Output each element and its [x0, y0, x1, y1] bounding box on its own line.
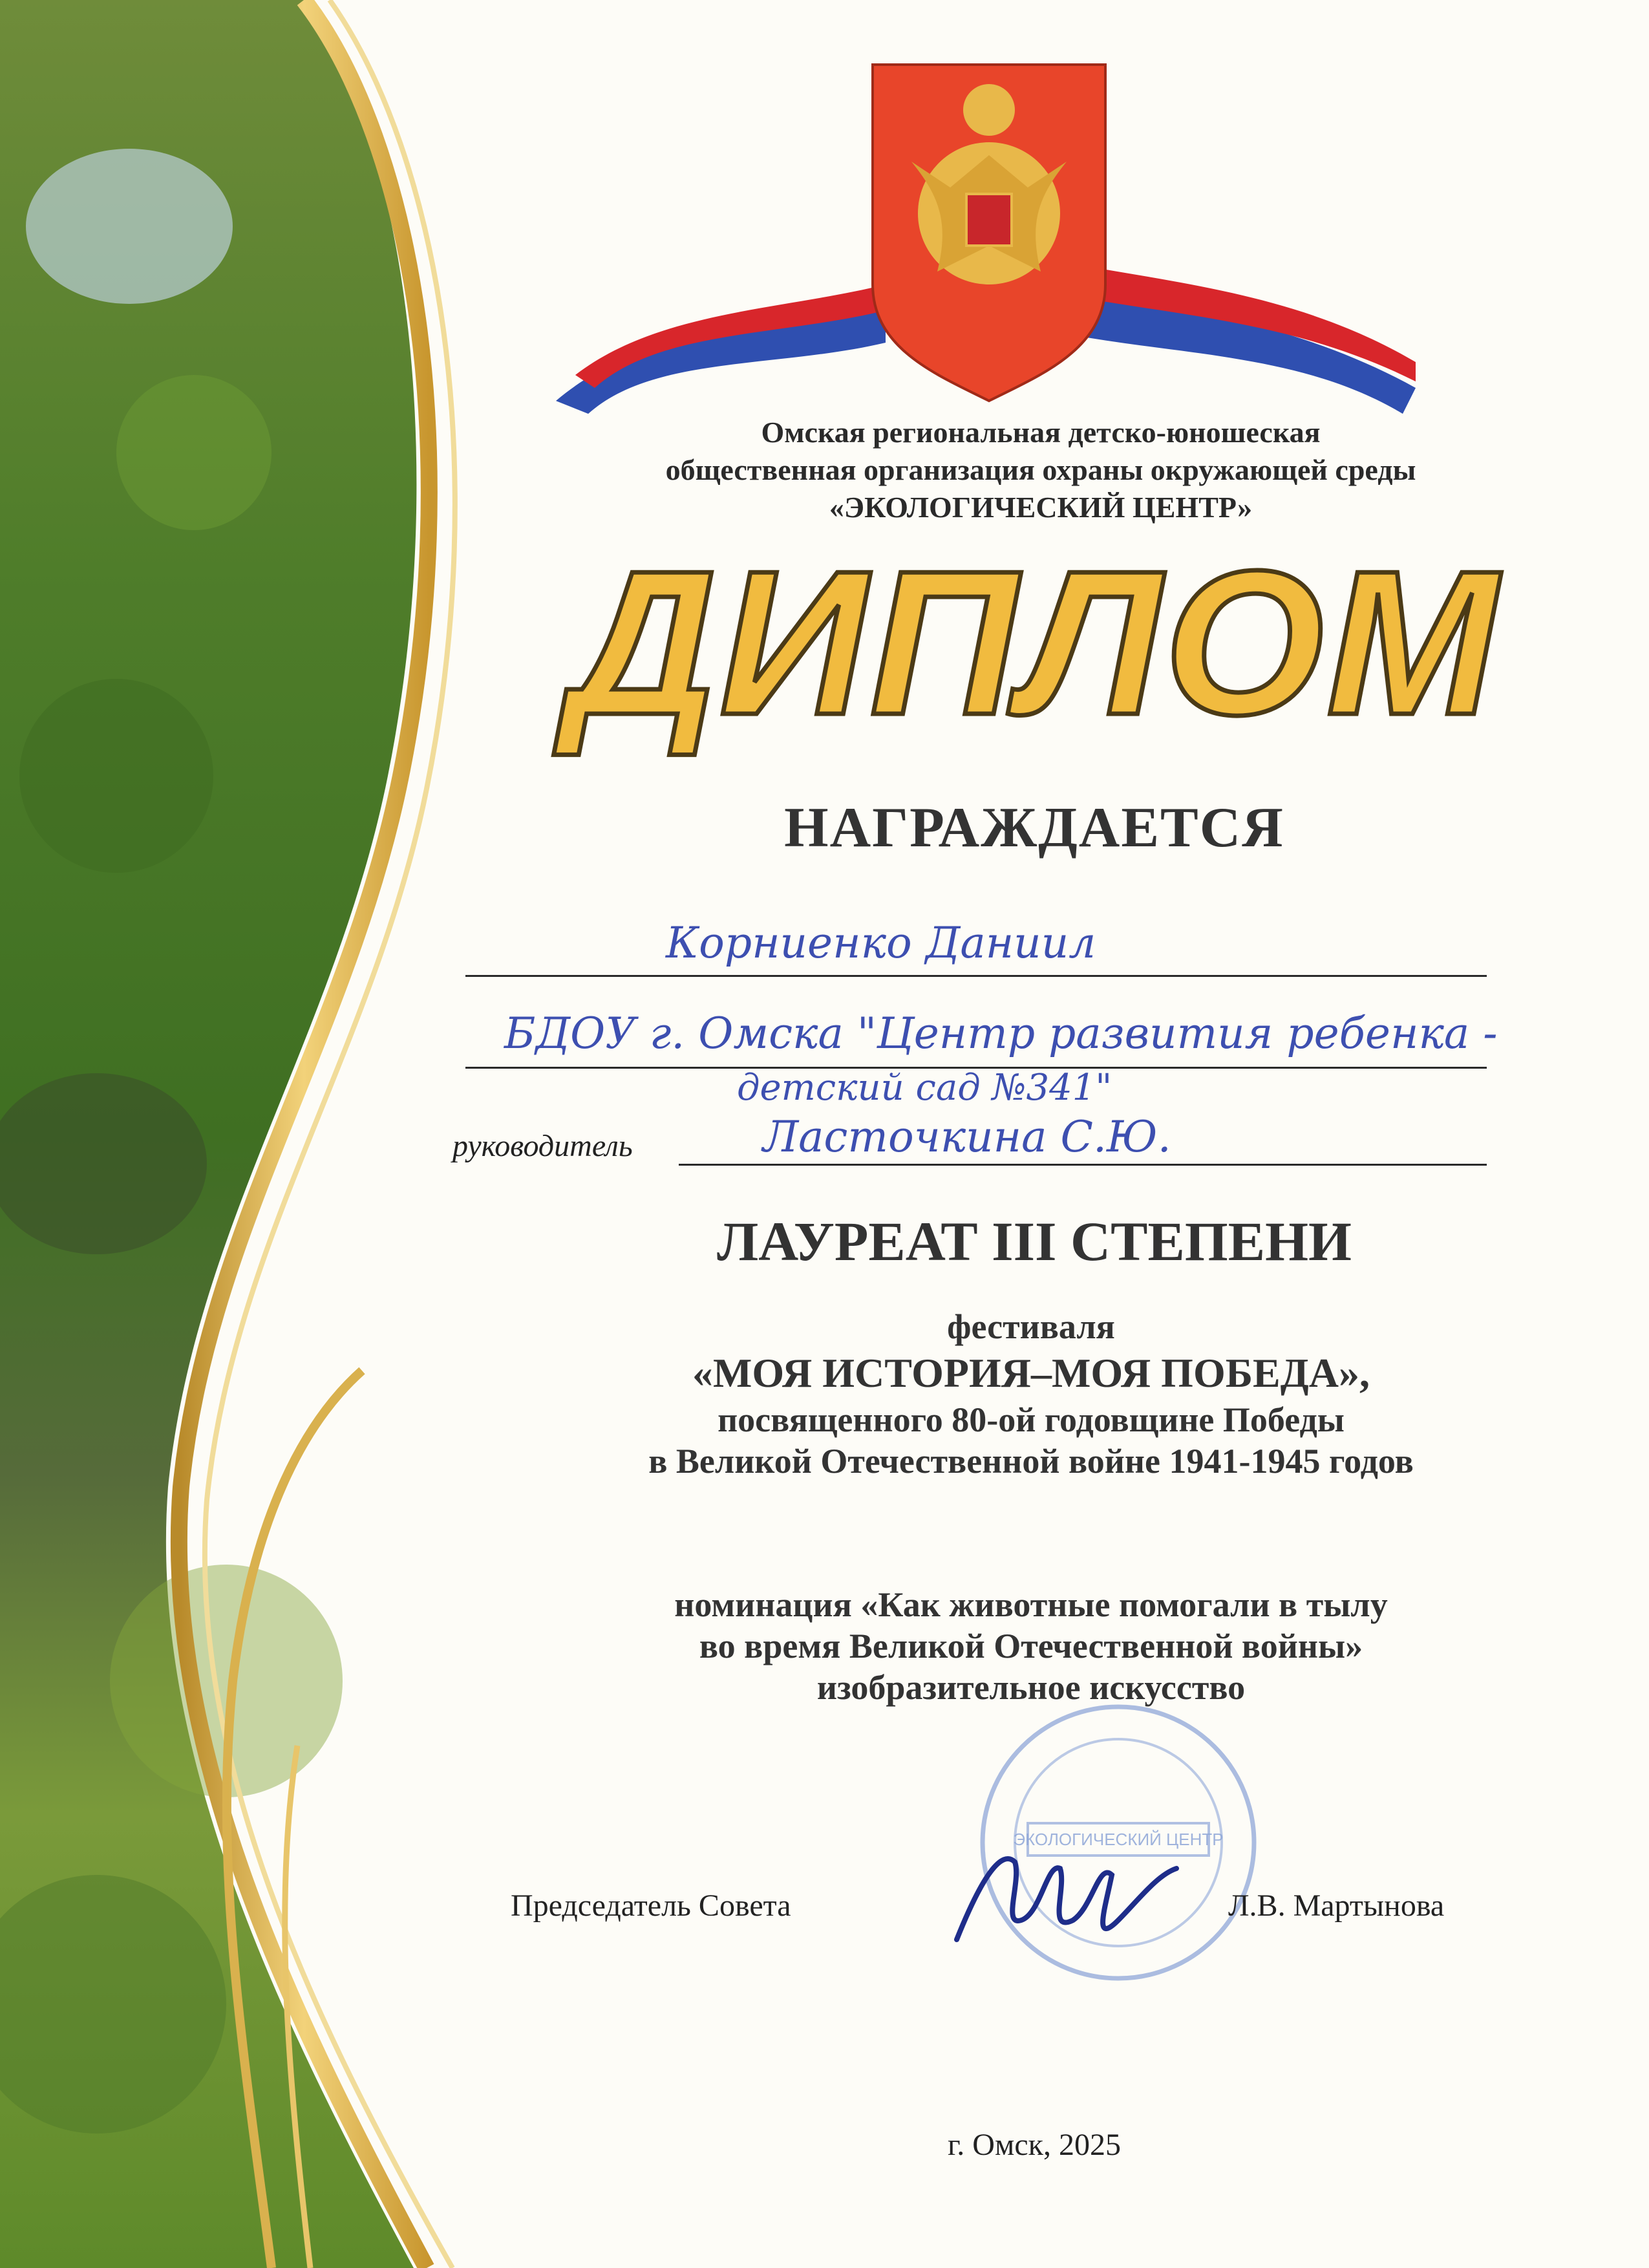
institution-line-1: БДОУ г. Омска "Центр развития ребенка - — [504, 1009, 1498, 1058]
stamp-text: ЭКОЛОГИЧЕСКИЙ ЦЕНТР — [1013, 1830, 1224, 1849]
org-line-3: «ЭКОЛОГИЧЕСКИЙ ЦЕНТР» — [829, 491, 1253, 524]
festival-block — [401, 1306, 1649, 1482]
supervisor-label: руководитель — [452, 1129, 633, 1163]
organization-header — [427, 414, 1649, 526]
signatory-position: Председатель Совета — [511, 1888, 791, 1923]
awarded-heading: НАГРАЖДАЕТСЯ — [784, 797, 1284, 859]
recipient-name: Корниенко Даниил — [666, 918, 1096, 968]
org-line-1: Омская региональная детско-юношеская — [761, 416, 1321, 449]
org-line-2: общественная организация охраны окружающей среды — [665, 453, 1416, 486]
laureate-degree: ЛАУРЕАТ III СТЕПЕНИ — [717, 1210, 1352, 1272]
diploma-title: ДИПЛОМ — [568, 528, 1500, 758]
nomination-line-1: номинация «Как животные помогали в тылу — [674, 1585, 1388, 1624]
festival-name: «МОЯ ИСТОРИЯ–МОЯ ПОБЕДА», — [692, 1350, 1370, 1396]
supervisor-line — [679, 1164, 1487, 1166]
festival-word: фестиваля — [947, 1307, 1115, 1346]
emblem-with-flag — [549, 52, 1422, 414]
institution-line-2: детский сад №341" — [737, 1067, 1112, 1109]
place-and-year: г. Омск, 2025 — [948, 2128, 1121, 2162]
nomination-block — [401, 1584, 1649, 1708]
supervisor-name: Ласточкина С.Ю. — [763, 1112, 1171, 1162]
festival-line-3: посвященного 80-ой годовщине Победы — [718, 1400, 1345, 1439]
nomination-line-3: изобразительное искусство — [816, 1668, 1246, 1707]
signatory-name: Л.В. Мартынова — [1228, 1888, 1445, 1923]
handwritten-signature — [944, 1823, 1189, 1965]
nomination-line-2: во время Великой Отечественной войны» — [699, 1627, 1363, 1665]
recipient-name-line — [465, 975, 1487, 977]
festival-line-4: в Великой Отечественной войне 1941-1945 годов — [648, 1442, 1414, 1481]
